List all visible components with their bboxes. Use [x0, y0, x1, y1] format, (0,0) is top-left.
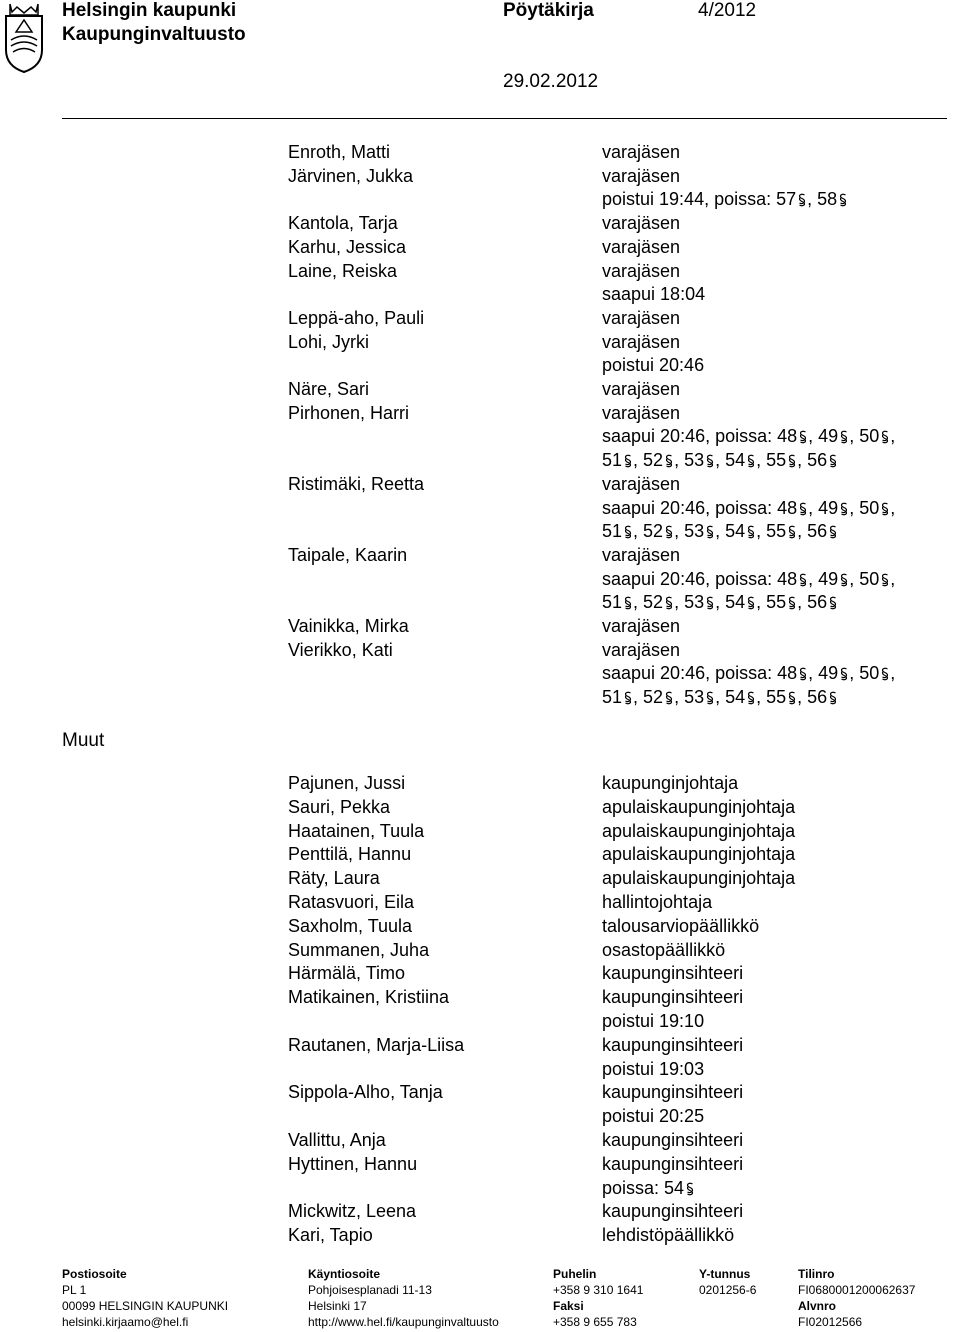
section-mark-icon	[880, 430, 890, 444]
member-name: Laine, Reiska	[288, 260, 398, 281]
attendee-role: hallintojohtaja	[602, 892, 713, 912]
section-mark-icon	[787, 691, 797, 705]
attendance-note: saapui 20:46, poissa: 48 , 49 , 50 ,	[602, 663, 896, 684]
attendee-role: varajäsen	[602, 544, 681, 565]
attendee-role: kaupunginsihteeri	[602, 1201, 744, 1222]
attendee-role: varajäsen	[602, 165, 681, 186]
member-name: Ristimäki, Reetta	[288, 473, 425, 494]
member-name: Järvinen, Jukka	[288, 165, 414, 186]
attendance-note: 51 , 52 , 53 , 54 , 55 , 56	[602, 519, 838, 543]
attendee-role: lehdistöpäällikkö	[602, 1225, 735, 1246]
section-mark-icon	[880, 502, 890, 516]
section-mark-icon	[787, 525, 797, 539]
other-attendee-name: Pajunen, Jussi	[288, 773, 406, 793]
footer-vat: FI02012566	[798, 1315, 863, 1329]
section-mark-icon	[797, 193, 807, 207]
member-name: Leppä-aho, Pauli	[288, 307, 425, 328]
section-mark-icon	[798, 502, 808, 516]
footer-fax: +358 9 655 783	[553, 1315, 637, 1329]
section-mark-icon	[664, 691, 674, 705]
header-divider	[62, 118, 947, 119]
attendance-note: poistui 20:46	[602, 355, 705, 376]
attendee-role: apulaiskaupunginjohtaja	[602, 796, 796, 817]
attendance-note: saapui 20:46, poissa: 48 , 49 , 50 ,	[602, 497, 896, 518]
other-attendee-name: Sauri, Pekka	[288, 796, 391, 817]
section-mark-icon	[839, 502, 849, 516]
footer-visit-label: Käyntiosoite	[308, 1267, 381, 1281]
section-mark-icon	[705, 454, 715, 468]
attendee-role: kaupunginsihteeri	[602, 1130, 744, 1150]
attendee-role: apulaiskaupunginjohtaja	[602, 844, 796, 865]
attendance-note: 51 , 52 , 53 , 54 , 55 , 56	[602, 590, 838, 614]
attendee-role: varajäsen	[602, 307, 681, 328]
section-mark-icon	[705, 691, 715, 705]
section-mark-icon	[839, 430, 849, 444]
section-mark-icon	[705, 596, 715, 610]
other-attendee-name: Summanen, Juha	[288, 939, 430, 960]
organization-name: Helsingin kaupunki	[62, 0, 237, 21]
attendance-note: saapui 20:46, poissa: 48 , 49 , 50 ,	[602, 568, 896, 589]
section-mark-icon	[838, 193, 848, 207]
section-mark-icon	[787, 454, 797, 468]
section-mark-icon	[623, 596, 633, 610]
section-mark-icon	[828, 525, 838, 539]
section-mark-icon	[787, 596, 797, 610]
footer-vat-label: Alvnro	[798, 1299, 837, 1313]
member-name: Vierikko, Kati	[288, 639, 393, 660]
section-mark-icon	[828, 691, 838, 705]
attendee-role: varajäsen	[602, 260, 681, 281]
member-name: Taipale, Kaarin	[288, 544, 408, 565]
attendee-role: kaupunginsihteeri	[602, 1082, 744, 1103]
section-mark-icon	[664, 596, 674, 610]
attendance-note: 51 , 52 , 53 , 54 , 55 , 56	[602, 685, 838, 709]
other-attendee-name: Haatainen, Tuula	[288, 820, 425, 841]
document-date: 29.02.2012	[503, 71, 599, 92]
attendee-role: varajäsen	[602, 473, 681, 494]
section-mark-icon	[664, 454, 674, 468]
attendee-role: osastopäällikkö	[602, 939, 726, 960]
attendance-note: poissa: 54	[602, 1176, 695, 1200]
attendance-note: saapui 18:04	[602, 284, 706, 305]
footer-account-label: Tilinro	[798, 1267, 835, 1281]
section-mark-icon	[880, 573, 890, 587]
other-attendee-name: Räty, Laura	[288, 868, 380, 889]
section-mark-icon	[685, 1182, 695, 1196]
attendance-note: saapui 20:46, poissa: 48 , 49 , 50 ,	[602, 426, 896, 447]
attendee-role: varajäsen	[602, 331, 681, 352]
member-name: Karhu, Jessica	[288, 236, 407, 257]
attendee-role: apulaiskaupunginjohtaja	[602, 868, 796, 889]
section-mark-icon	[623, 525, 633, 539]
section-mark-icon	[880, 667, 890, 681]
attendee-role: varajäsen	[602, 639, 681, 660]
section-mark-icon	[839, 667, 849, 681]
footer-business-id-label: Y-tunnus	[699, 1267, 751, 1281]
footer-fax-label: Faksi	[553, 1299, 584, 1313]
section-mark-icon	[705, 525, 715, 539]
attendance-note: poistui 19:44, poissa: 57 , 58	[602, 187, 848, 211]
other-attendee-name: Hyttinen, Hannu	[288, 1153, 418, 1174]
footer-phone: +358 9 310 1641	[553, 1283, 644, 1297]
attendee-role: varajäsen	[602, 213, 681, 234]
footer-postal-label: Postiosoite	[62, 1267, 127, 1281]
section-mark-icon	[623, 454, 633, 468]
section-mark-icon	[798, 573, 808, 587]
section-mark-icon	[746, 596, 756, 610]
attendee-role: varajäsen	[602, 236, 681, 257]
helsinki-coat-of-arms-icon	[2, 2, 46, 74]
footer-postal-line: 00099 HELSINGIN KAUPUNKI	[62, 1299, 229, 1313]
section-mark-icon	[798, 667, 808, 681]
attendee-role: varajäsen	[602, 402, 681, 423]
attendance-note: poistui 20:25	[602, 1106, 705, 1127]
section-mark-icon	[746, 691, 756, 705]
footer-visit-line: Pohjoisesplanadi 11-13	[308, 1283, 432, 1297]
other-attendee-name: Mickwitz, Leena	[288, 1201, 417, 1222]
section-mark-icon	[664, 525, 674, 539]
section-label-others: Muut	[62, 730, 105, 751]
other-attendee-name: Matikainen, Kristiina	[288, 987, 450, 1008]
attendee-role: varajäsen	[602, 142, 681, 162]
section-mark-icon	[828, 596, 838, 610]
attendee-role: kaupunginsihteeri	[602, 1153, 744, 1174]
member-name: Kantola, Tarja	[288, 213, 398, 234]
member-name: Enroth, Matti	[288, 142, 391, 162]
footer-visit-line: Helsinki 17	[308, 1299, 367, 1313]
attendance-note: poistui 19:03	[602, 1058, 705, 1079]
section-mark-icon	[798, 430, 808, 444]
other-attendee-name: Penttilä, Hannu	[288, 844, 412, 865]
attendee-role: kaupunginsihteeri	[602, 1034, 744, 1055]
attendee-role: kaupunginsihteeri	[602, 987, 744, 1008]
footer-business-id: 0201256-6	[699, 1283, 757, 1297]
attendee-role: apulaiskaupunginjohtaja	[602, 820, 796, 841]
attendee-role: varajäsen	[602, 616, 681, 636]
footer-website: http://www.hel.fi/kaupunginvaltuusto	[308, 1315, 499, 1329]
attendee-role: kaupunginsihteeri	[602, 963, 744, 984]
footer-account: FI0680001200062637	[798, 1283, 916, 1297]
document-type: Pöytäkirja	[503, 0, 594, 21]
footer-postal-line: PL 1	[62, 1283, 87, 1297]
section-mark-icon	[828, 454, 838, 468]
other-attendee-name: Vallittu, Anja	[288, 1130, 386, 1150]
other-attendee-name: Sippola-Alho, Tanja	[288, 1082, 443, 1103]
unit-name: Kaupunginvaltuusto	[62, 24, 246, 45]
footer-phone-label: Puhelin	[553, 1267, 597, 1281]
member-name: Lohi, Jyrki	[288, 331, 370, 352]
member-name: Näre, Sari	[288, 379, 370, 399]
other-attendee-name: Saxholm, Tuula	[288, 915, 413, 936]
other-attendee-name: Rautanen, Marja-Liisa	[288, 1034, 465, 1055]
section-mark-icon	[746, 525, 756, 539]
member-name: Pirhonen, Harri	[288, 402, 410, 423]
section-mark-icon	[623, 691, 633, 705]
attendee-role: talousarviopäällikkö	[602, 915, 760, 936]
other-attendee-name: Ratasvuori, Eila	[288, 892, 415, 912]
document-number: 4/2012	[698, 0, 757, 21]
attendance-note: 51 , 52 , 53 , 54 , 55 , 56	[602, 448, 838, 472]
section-mark-icon	[839, 573, 849, 587]
attendee-role: varajäsen	[602, 379, 681, 399]
other-attendee-name: Kari, Tapio	[288, 1225, 373, 1246]
section-mark-icon	[746, 454, 756, 468]
attendee-role: kaupunginjohtaja	[602, 773, 739, 793]
member-name: Vainikka, Mirka	[288, 616, 409, 636]
other-attendee-name: Härmälä, Timo	[288, 963, 406, 984]
attendance-note: poistui 19:10	[602, 1011, 705, 1031]
footer-email: helsinki.kirjaamo@hel.fi	[62, 1315, 189, 1329]
